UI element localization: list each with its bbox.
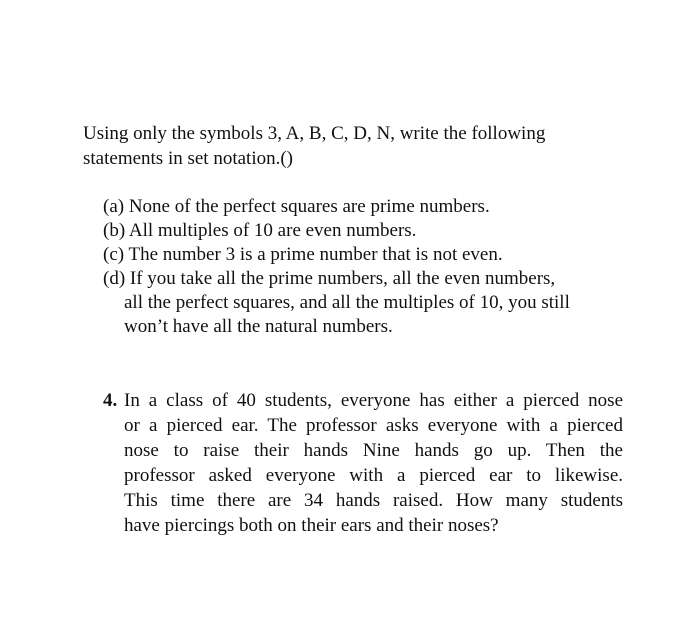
statement-c-text: (c) The number 3 is a prime number that is not even. xyxy=(103,244,503,265)
problem-line: professor asked everyone with a pierced ear to likewise. xyxy=(124,465,623,486)
problem-line: have piercings both on their ears and their noses? xyxy=(124,515,499,536)
intro-paragraph xyxy=(83,121,643,171)
problem-line: This time there are 34 hands raised. How many students xyxy=(124,490,623,511)
intro-line: Using only the symbols 3, A, B, C, D, N, write the following xyxy=(83,123,546,144)
problem-4-text xyxy=(124,388,623,538)
problem-line: nose to raise their hands Nine hands go up. Then the xyxy=(124,440,623,461)
statement-a-text: (a) None of the perfect squares are prime numbers. xyxy=(103,196,490,217)
statement-d-continuation: all the perfect squares, and all the multiples of 10, you still xyxy=(124,292,570,313)
statement-c xyxy=(103,243,663,267)
statement-list xyxy=(103,195,663,339)
statement-d-continuation: won’t have all the natural numbers. xyxy=(124,316,393,337)
problem-number: 4. xyxy=(103,390,118,411)
statement-b-text: (b) All multiples of 10 are even numbers. xyxy=(103,220,417,241)
problem-4 xyxy=(103,388,623,538)
intro-line: statements in set notation.() xyxy=(83,148,294,169)
problem-line: or a pierced ear. The professor asks everyone with a pierced xyxy=(124,415,623,436)
statement-d xyxy=(103,267,663,339)
statement-b xyxy=(103,219,663,243)
problem-line: In a class of 40 students, everyone has either a pierced nose xyxy=(124,390,623,411)
statement-d-text: (d) If you take all the prime numbers, all the even numbers, xyxy=(103,268,556,289)
statement-a xyxy=(103,195,663,219)
